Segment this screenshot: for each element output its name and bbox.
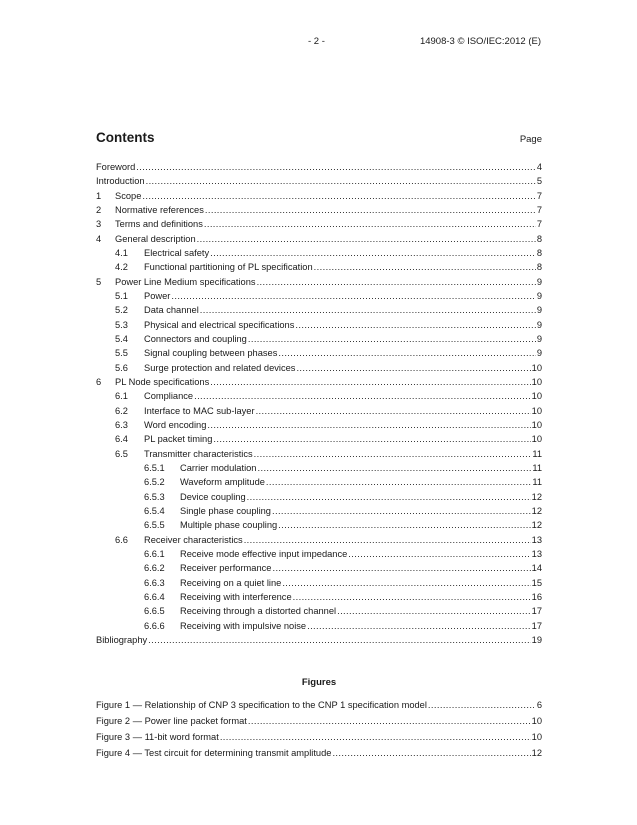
page-reference: 9 (536, 333, 542, 344)
dot-leader (148, 633, 530, 647)
dot-leader (248, 713, 531, 729)
page-reference: 19 (531, 634, 542, 645)
toc-entry[interactable] (96, 490, 542, 504)
toc-entry[interactable] (96, 361, 542, 375)
dot-leader (210, 246, 536, 260)
dot-leader (244, 533, 531, 547)
page-reference: 15 (531, 577, 542, 588)
contents-title: Contents (96, 130, 155, 145)
toc-entry-label: Connectors and coupling (144, 333, 247, 344)
dot-leader (136, 160, 536, 174)
figure-entry-label: Figure 2 — Power line packet format (96, 716, 247, 726)
toc-entry-label: Bibliography (96, 634, 148, 645)
dot-leader (272, 504, 531, 518)
dot-leader (204, 217, 536, 231)
toc-entry[interactable] (96, 275, 542, 289)
page-reference: 10 (531, 419, 542, 430)
dot-leader (257, 461, 531, 475)
toc-entry[interactable] (96, 174, 542, 188)
toc-entry-label: PL packet timing (144, 434, 213, 445)
dot-leader (348, 547, 530, 561)
toc-entry-label: Word encoding (144, 419, 207, 430)
page-reference: 9 (536, 348, 542, 359)
page-reference: 17 (531, 606, 542, 617)
toc-entry-number: 5 (96, 276, 102, 287)
page-reference: 8 (536, 262, 542, 273)
page-reference: 12 (531, 505, 542, 516)
toc-entry[interactable] (96, 346, 542, 360)
toc-entry[interactable] (96, 303, 542, 317)
toc-entry[interactable] (96, 375, 542, 389)
dot-leader (314, 260, 536, 274)
toc-entry-label: Device coupling (180, 491, 246, 502)
toc-entry[interactable] (96, 604, 542, 618)
page-reference: 9 (536, 290, 542, 301)
dot-leader (337, 604, 531, 618)
toc-entry-number: 6.1 (115, 391, 128, 402)
page-reference: 7 (536, 204, 542, 215)
dot-leader (293, 590, 531, 604)
page-reference: 6 (536, 700, 542, 710)
toc-entry[interactable] (96, 518, 542, 532)
dot-leader (200, 303, 536, 317)
contents-title-row (96, 128, 542, 148)
dot-leader (146, 174, 536, 188)
toc-entry[interactable] (96, 475, 542, 489)
toc-entry-number: 5.5 (115, 348, 128, 359)
toc-entry-number: 6.4 (115, 434, 128, 445)
dot-leader (247, 490, 531, 504)
toc-entry-label: Compliance (144, 391, 194, 402)
toc-entry[interactable] (96, 246, 542, 260)
dot-leader (220, 729, 531, 745)
toc-entry-number: 5.3 (115, 319, 128, 330)
toc-entry-number: 6.5 (115, 448, 128, 459)
toc-entry[interactable] (96, 332, 542, 346)
toc-entry-label: Receiving with impulsive noise (180, 620, 307, 631)
toc-entry-label: Normative references (115, 204, 204, 215)
toc-entry-number: 6.6.1 (144, 548, 165, 559)
page-reference: 13 (531, 548, 542, 559)
dot-leader (254, 447, 532, 461)
toc-entry[interactable] (96, 590, 542, 604)
toc-entry-label: Functional partitioning of PL specification (144, 262, 313, 273)
page-number: - 2 - (308, 36, 325, 47)
dot-leader (266, 475, 531, 489)
toc-entry-number: 5.2 (115, 305, 128, 316)
toc-entry-label: Surge protection and related devices (144, 362, 296, 373)
dot-leader (210, 375, 530, 389)
toc-entry-number: 6.5.4 (144, 505, 165, 516)
dot-leader (282, 576, 530, 590)
toc-entry-label: PL Node specifications (115, 376, 210, 387)
toc-entry[interactable] (96, 504, 542, 518)
page-reference: 11 (532, 448, 542, 459)
dot-leader (194, 389, 531, 403)
dot-leader (307, 619, 531, 633)
toc-entry[interactable] (96, 217, 542, 231)
toc-entry-number: 5.6 (115, 362, 128, 373)
dot-leader (428, 697, 536, 713)
page-reference: 9 (536, 319, 542, 330)
dot-leader (257, 275, 536, 289)
figure-entry[interactable] (96, 713, 542, 729)
toc-entry-number: 6 (96, 376, 102, 387)
toc-entry[interactable] (96, 203, 542, 217)
toc-entry-number: 6.2 (115, 405, 128, 416)
figure-entry-label: Figure 3 — 11-bit word format (96, 732, 219, 742)
page-header (0, 36, 637, 50)
toc-entry[interactable] (96, 189, 542, 203)
dot-leader (256, 404, 531, 418)
toc-entry[interactable] (96, 533, 542, 547)
toc-entry-label: Foreword (96, 162, 136, 172)
dot-leader (248, 332, 536, 346)
toc-entry-number: 6.6.3 (144, 577, 165, 588)
toc-entry-number: 6.6.5 (144, 606, 165, 617)
page-reference: 16 (531, 591, 542, 602)
toc-entry-label: Receiving through a distorted channel (180, 606, 337, 617)
page-reference: 9 (536, 305, 542, 316)
toc-entry[interactable] (96, 461, 542, 475)
toc-entry[interactable] (96, 576, 542, 590)
toc-entry[interactable] (96, 389, 542, 403)
page-reference: 8 (536, 233, 542, 244)
page-reference: 5 (536, 176, 542, 187)
toc-entry-number: 6.5.2 (144, 477, 165, 488)
page-reference: 10 (531, 716, 542, 726)
toc-entry[interactable] (96, 289, 542, 303)
toc-entry-number: 3 (96, 219, 102, 230)
dot-leader (171, 289, 535, 303)
toc-entry-label: Receiving on a quiet line (180, 577, 282, 588)
toc-entry-number: 2 (96, 204, 102, 215)
toc-entry-label: Data channel (144, 305, 199, 316)
page-reference: 10 (531, 362, 542, 373)
toc-entry-number: 6.6.2 (144, 563, 165, 574)
list-of-figures (96, 697, 542, 761)
toc-entry-label: Transmitter characteristics (144, 448, 253, 459)
toc-entry-number: 6.5.5 (144, 520, 165, 531)
toc-entry-label: Scope (115, 190, 142, 201)
figure-entry-label: Figure 1 — Relationship of CNP 3 specification to the CNP 1 specification model (96, 700, 427, 710)
toc-entry-label: Power (144, 290, 171, 301)
dot-leader (142, 189, 535, 203)
toc-entry-number: 5.4 (115, 333, 128, 344)
page-reference: 12 (531, 748, 542, 758)
page-reference: 7 (536, 190, 542, 201)
toc-entry-label: Power Line Medium specifications (115, 276, 256, 287)
toc-entry[interactable] (96, 561, 542, 575)
toc-entry-label: General description (115, 233, 196, 244)
toc-entry-label: Interface to MAC sub-layer (144, 405, 255, 416)
figures-heading: Figures (301, 677, 337, 688)
toc-entry-label: Receiver performance (180, 563, 272, 574)
toc-entry[interactable] (96, 260, 542, 274)
toc-entry[interactable] (96, 619, 542, 633)
toc-entry[interactable] (96, 547, 542, 561)
page-reference: 10 (531, 391, 542, 402)
toc-entry-number: 6.6 (115, 534, 128, 545)
table-of-contents (96, 160, 542, 647)
figure-entry[interactable] (96, 729, 542, 745)
figure-entry-label: Figure 4 — Test circuit for determining transmit amplitude (96, 748, 332, 758)
page-reference: 8 (536, 247, 542, 258)
toc-entry-number: 6.5.1 (144, 462, 165, 473)
toc-entry-label: Introduction (96, 176, 145, 187)
toc-entry-number: 5.1 (115, 290, 128, 301)
page-reference: 10 (531, 434, 542, 445)
toc-entry-number: 6.3 (115, 419, 128, 430)
page-reference: 9 (536, 276, 542, 287)
toc-entry[interactable] (96, 318, 542, 332)
figure-entry[interactable] (96, 697, 542, 713)
toc-entry[interactable] (96, 404, 542, 418)
dot-leader (295, 318, 535, 332)
dot-leader (332, 745, 530, 761)
toc-entry-label: Waveform amplitude (180, 477, 265, 488)
dot-leader (207, 418, 530, 432)
toc-entry[interactable] (96, 432, 542, 446)
toc-entry-label: Receiving with interference (180, 591, 292, 602)
toc-entry[interactable] (96, 447, 542, 461)
page-reference: 13 (531, 534, 542, 545)
toc-entry-label: Single phase coupling (180, 505, 271, 516)
page-reference: 11 (532, 462, 542, 473)
dot-leader (213, 432, 530, 446)
toc-entry-label: Electrical safety (144, 247, 210, 258)
toc-entry-number: 4 (96, 233, 102, 244)
page-reference: 11 (532, 477, 542, 488)
toc-entry-label: Signal coupling between phases (144, 348, 278, 359)
dot-leader (197, 232, 536, 246)
figure-entry[interactable] (96, 745, 542, 761)
dot-leader (205, 203, 536, 217)
toc-entry[interactable] (96, 633, 542, 647)
page-reference: 10 (531, 405, 542, 416)
dot-leader (278, 518, 530, 532)
page-reference: 4 (536, 162, 542, 172)
toc-entry-number: 4.1 (115, 247, 128, 258)
toc-entry-label: Receiver characteristics (144, 534, 243, 545)
toc-entry-number: 6.6.6 (144, 620, 165, 631)
toc-entry-label: Multiple phase coupling (180, 520, 278, 531)
toc-entry-number: 1 (96, 190, 102, 201)
page-reference: 17 (531, 620, 542, 631)
toc-entry-label: Receive mode effective input impedance (180, 548, 348, 559)
page-reference: 10 (531, 376, 542, 387)
page-reference: 12 (531, 520, 542, 531)
dot-leader (296, 361, 530, 375)
standard-reference: 14908-3 © ISO/IEC:2012 (E) (419, 36, 541, 47)
toc-entry-number: 6.6.4 (144, 591, 165, 602)
toc-entry[interactable] (96, 232, 542, 246)
page-reference: 10 (531, 732, 542, 742)
toc-entry-label: Terms and definitions (115, 219, 203, 230)
toc-entry-number: 4.2 (115, 262, 128, 273)
page-column-label: Page (519, 134, 542, 145)
page-reference: 14 (531, 563, 542, 574)
toc-entry-number: 6.5.3 (144, 491, 165, 502)
dot-leader (272, 561, 530, 575)
toc-entry[interactable] (96, 160, 542, 174)
toc-entry[interactable] (96, 418, 542, 432)
page-reference: 7 (536, 219, 542, 230)
toc-entry-label: Physical and electrical specifications (144, 319, 295, 330)
dot-leader (278, 346, 535, 360)
page-reference: 12 (531, 491, 542, 502)
toc-entry-label: Carrier modulation (180, 462, 257, 473)
